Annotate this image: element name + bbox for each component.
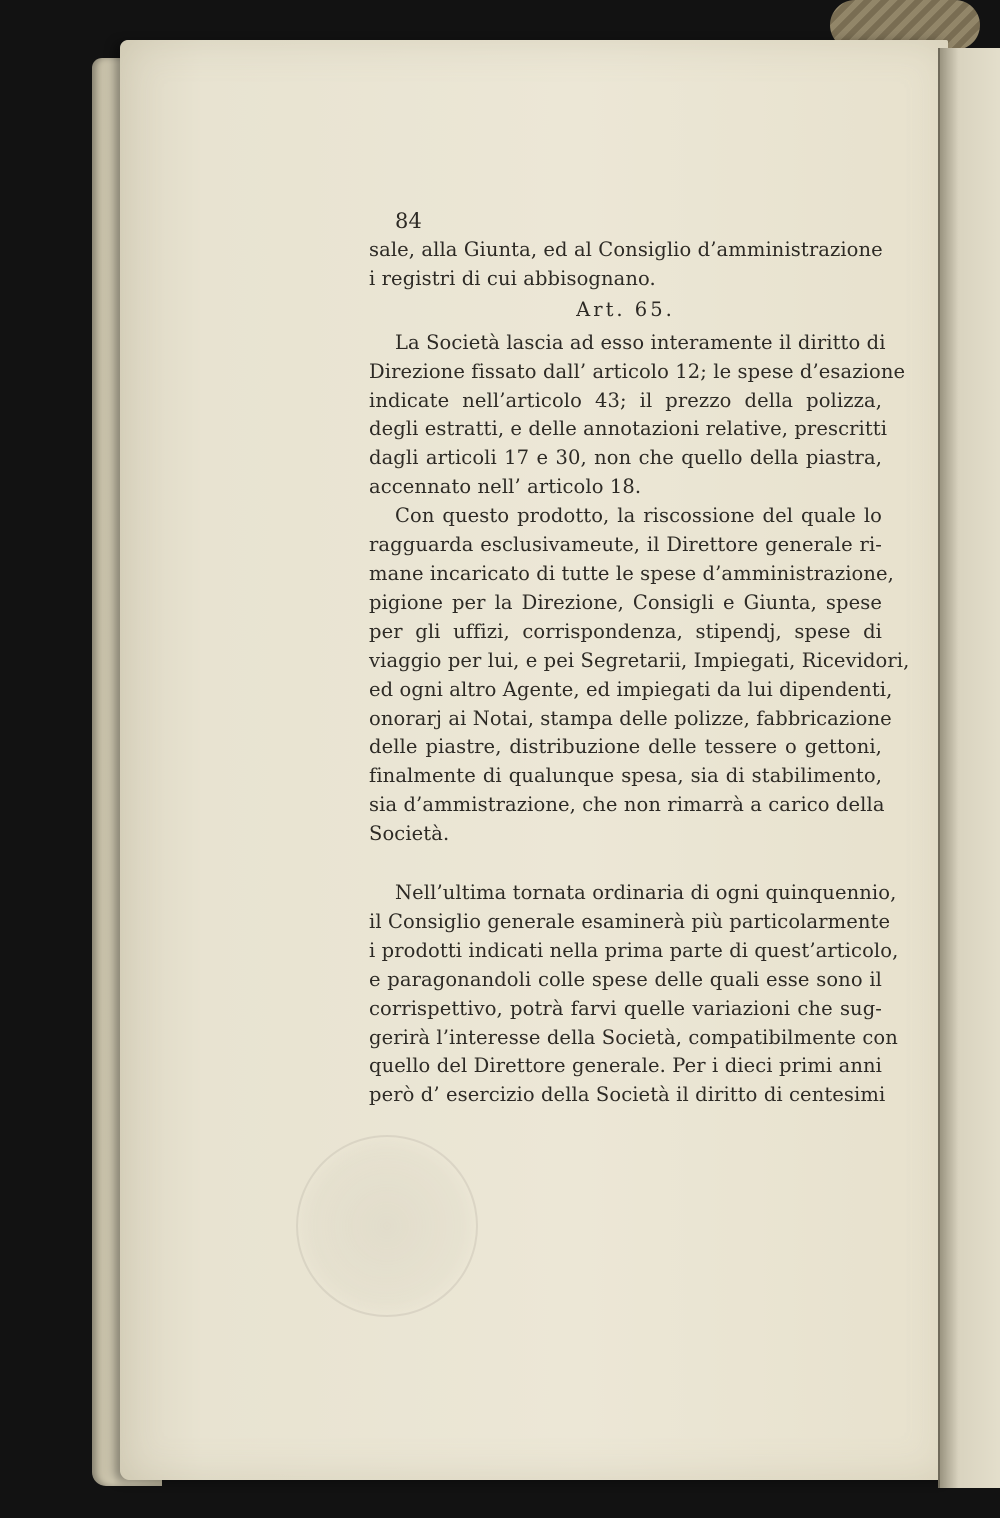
text-line: ed ogni altro Agente, ed impiegati da lui dipendenti, bbox=[369, 677, 893, 701]
text-line: i registri di cui abbisognano. bbox=[369, 266, 656, 290]
text-line: dagli articoli 17 e 30, non che quello della piastra, bbox=[369, 446, 882, 470]
text-line: però d’ esercizio della Società il diritto di centesimi bbox=[369, 1083, 886, 1107]
text-line: Direzione fissato dall’ articolo 12; le spese d’esazione bbox=[369, 359, 906, 383]
text-line: finalmente di qualunque spesa, sia di stabilimento, bbox=[369, 764, 882, 788]
text-line: gerirà l’interesse della Società, compatibilmente con bbox=[369, 1025, 898, 1049]
text-line: Società. bbox=[369, 822, 450, 846]
text-line: Con questo prodotto, la riscossione del quale lo bbox=[395, 504, 882, 528]
page-number: 84 bbox=[395, 209, 422, 233]
text-line: indicate nell’articolo 43; il prezzo della polizza, bbox=[369, 388, 882, 412]
paragraph-1 bbox=[369, 329, 906, 502]
text-line: La Società lascia ad esso interamente il diritto di bbox=[395, 330, 886, 354]
text-line: ragguarda esclusivameute, il Direttore generale ri- bbox=[369, 533, 882, 557]
text-line: sale, alla Giunta, ed al Consiglio d’amministrazione bbox=[369, 238, 883, 261]
text-line: degli estratti, e delle annotazioni relative, prescritti bbox=[369, 417, 888, 441]
text-line: i prodotti indicati nella prima parte di quest’articolo, bbox=[369, 938, 899, 962]
text-line: sia d’ammistrazione, che non rimarrà a carico della bbox=[369, 793, 885, 817]
text-line: per gli uffizi, corrispondenza, stipendj, spese di bbox=[369, 619, 882, 643]
text-line: viaggio per lui, e pei Segretarii, Impiegati, Ricevidori, bbox=[369, 648, 910, 672]
text-line: e paragonandoli colle spese delle quali esse sono il bbox=[369, 967, 882, 991]
text-line: pigione per la Direzione, Consigli e Giunta, spese bbox=[369, 590, 882, 614]
continuation-text bbox=[369, 236, 882, 294]
text-line: accennato nell’ articolo 18. bbox=[369, 475, 642, 499]
text-line: corrispettivo, potrà farvi quelle variazioni che sug- bbox=[369, 996, 882, 1020]
text-line: mane incaricato di tutte le spese d’amministrazione, bbox=[369, 561, 894, 585]
paragraph-2 bbox=[369, 502, 910, 849]
text-line: Nell’ultima tornata ordinaria di ogni quinquennio, bbox=[395, 881, 897, 905]
text-line: delle piastre, distribuzione delle tessere o gettoni, bbox=[369, 735, 882, 759]
facing-page-edge bbox=[938, 48, 1000, 1488]
paragraph-gap bbox=[369, 849, 882, 879]
library-stamp-seal bbox=[296, 1135, 478, 1317]
paragraph-3 bbox=[369, 879, 899, 1110]
text-line: quello del Direttore generale. Per i dieci primi anni bbox=[369, 1054, 882, 1078]
page-text bbox=[369, 208, 910, 1110]
text-line: onorarj ai Notai, stampa delle polizze, fabbricazione bbox=[369, 706, 892, 730]
article-heading: Art. 65. bbox=[576, 297, 675, 321]
text-line: il Consiglio generale esaminerà più particolarmente bbox=[369, 909, 891, 933]
